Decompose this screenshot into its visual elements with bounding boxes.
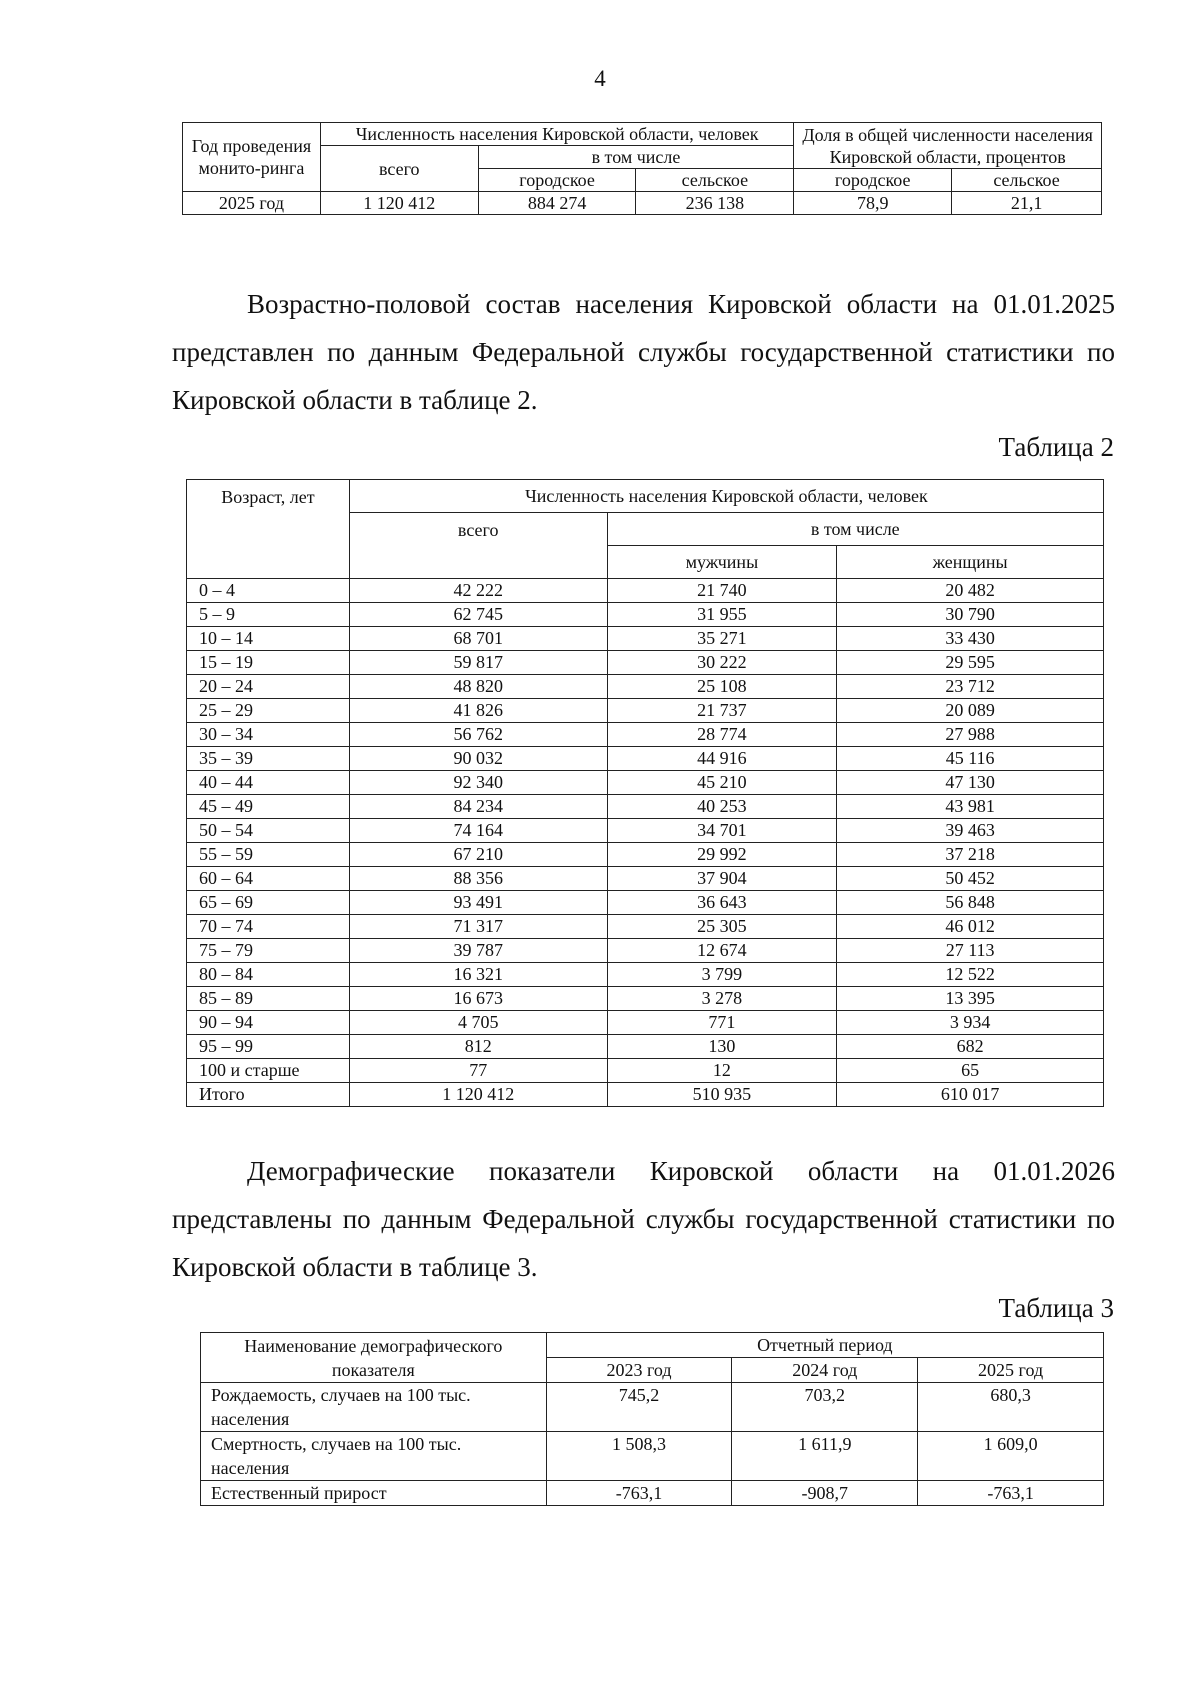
cell-share-urban: 78,9 [794,192,952,215]
cell-total: 93 491 [349,891,607,915]
table-row [187,963,1104,987]
cell-women: 3 934 [837,1011,1104,1035]
cell-age: 70 – 74 [187,915,350,939]
cell-women: 50 452 [837,867,1104,891]
cell-2025: 1 609,0 [918,1432,1104,1481]
table-row [187,603,1104,627]
table-row [187,723,1104,747]
cell-2023: -763,1 [546,1481,732,1506]
table-row [187,795,1104,819]
cell-women: 682 [837,1035,1104,1059]
header-2025: 2025 год [918,1358,1104,1383]
demographic-indicators-body [201,1383,1104,1506]
cell-men: 130 [607,1035,837,1059]
header-population: Численность населения Кировской области, человек [320,123,793,146]
cell-age: 25 – 29 [187,699,350,723]
table-row [187,819,1104,843]
cell-indicator-name: Смертность, случаев на 100 тыс. населения [201,1432,547,1481]
paragraph-age-sex: Возрастно-половой состав населения Кировской области на 01.01.2025 представлен по данным Федеральной службы государственной статистики по Кировской области в таблице 2. [172,289,1115,415]
table-row [187,651,1104,675]
cell-women: 20 482 [837,579,1104,603]
cell-men: 35 271 [607,627,837,651]
cell-men: 45 210 [607,771,837,795]
cell-age: 5 – 9 [187,603,350,627]
population-summary-table [182,122,1102,215]
age-sex-table-body [187,579,1104,1107]
cell-total: 16 321 [349,963,607,987]
cell-total: 42 222 [349,579,607,603]
cell-age: Итого [187,1083,350,1107]
table-row [187,915,1104,939]
cell-women: 43 981 [837,795,1104,819]
cell-total: 88 356 [349,867,607,891]
table3-caption: Таблица 3 [998,1293,1114,1323]
cell-2025: 680,3 [918,1383,1104,1432]
cell-2024: 703,2 [732,1383,918,1432]
cell-total: 48 820 [349,675,607,699]
cell-year: 2025 год [183,192,321,215]
cell-total: 77 [349,1059,607,1083]
cell-total: 92 340 [349,771,607,795]
cell-men: 3 799 [607,963,837,987]
cell-women: 46 012 [837,915,1104,939]
cell-men: 3 278 [607,987,837,1011]
cell-age: 85 – 89 [187,987,350,1011]
cell-total: 1 120 412 [349,1083,607,1107]
table-row [187,627,1104,651]
table-row [183,192,1102,215]
cell-women: 610 017 [837,1083,1104,1107]
header-men: мужчины [607,546,837,579]
cell-men: 37 904 [607,867,837,891]
cell-men: 25 108 [607,675,837,699]
cell-total: 39 787 [349,939,607,963]
header-total: всего [320,146,478,192]
cell-women: 27 988 [837,723,1104,747]
table-row [187,579,1104,603]
cell-total: 59 817 [349,651,607,675]
table-row [201,1481,1104,1506]
cell-age: 0 – 4 [187,579,350,603]
cell-total: 62 745 [349,603,607,627]
cell-indicator-name: Рождаемость, случаев на 100 тыс. населения [201,1383,547,1432]
cell-2023: 745,2 [546,1383,732,1432]
cell-age: 65 – 69 [187,891,350,915]
cell-women: 30 790 [837,603,1104,627]
cell-age: 90 – 94 [187,1011,350,1035]
table-row [201,1432,1104,1481]
cell-age: 55 – 59 [187,843,350,867]
header-total: всего [349,513,607,579]
table-row [187,843,1104,867]
table-row [187,675,1104,699]
cell-women: 65 [837,1059,1104,1083]
cell-2024: 1 611,9 [732,1432,918,1481]
cell-women: 33 430 [837,627,1104,651]
header-rural: сельское [636,169,794,192]
cell-men: 31 955 [607,603,837,627]
cell-women: 23 712 [837,675,1104,699]
cell-women: 39 463 [837,819,1104,843]
paragraph-demographics: Демографические показатели Кировской области на 01.01.2026 представлены по данным Федеральной службы государственной статистики по Кировской области в таблице 3. [172,1156,1115,1282]
cell-men: 510 935 [607,1083,837,1107]
cell-men: 21 737 [607,699,837,723]
cell-age: 45 – 49 [187,795,350,819]
table-row [187,1059,1104,1083]
cell-age: 50 – 54 [187,819,350,843]
cell-women: 20 089 [837,699,1104,723]
cell-men: 40 253 [607,795,837,819]
cell-age: 35 – 39 [187,747,350,771]
cell-rural: 236 138 [636,192,794,215]
cell-women: 56 848 [837,891,1104,915]
cell-total: 4 705 [349,1011,607,1035]
table-row [201,1383,1104,1432]
cell-share-rural: 21,1 [952,192,1102,215]
cell-total: 68 701 [349,627,607,651]
cell-men: 771 [607,1011,837,1035]
header-share-urban: городское [794,169,952,192]
header-including: в том числе [478,146,794,169]
table-row [187,987,1104,1011]
cell-women: 13 395 [837,987,1104,1011]
header-including: в том числе [607,513,1103,546]
cell-total: 84 234 [349,795,607,819]
cell-2023: 1 508,3 [546,1432,732,1481]
table2-caption: Таблица 2 [998,432,1114,462]
cell-women: 29 595 [837,651,1104,675]
header-2024: 2024 год [732,1358,918,1383]
header-population: Численность населения Кировской области, человек [349,480,1103,513]
header-2023: 2023 год [546,1358,732,1383]
cell-age: 95 – 99 [187,1035,350,1059]
demographic-indicators-table [200,1332,1104,1506]
cell-total: 71 317 [349,915,607,939]
cell-age: 30 – 34 [187,723,350,747]
cell-total: 16 673 [349,987,607,1011]
age-sex-table [186,479,1104,1107]
header-share-rural: сельское [952,169,1102,192]
cell-men: 21 740 [607,579,837,603]
cell-indicator-name: Естественный прирост [201,1481,547,1506]
cell-total: 56 762 [349,723,607,747]
cell-age: 15 – 19 [187,651,350,675]
table-row [187,867,1104,891]
cell-total: 90 032 [349,747,607,771]
table-row [187,771,1104,795]
header-age: Возраст, лет [187,480,350,579]
cell-2025: -763,1 [918,1481,1104,1506]
cell-age: 10 – 14 [187,627,350,651]
cell-men: 34 701 [607,819,837,843]
cell-men: 12 674 [607,939,837,963]
page-number: 4 [594,66,606,91]
table-row [187,891,1104,915]
cell-men: 28 774 [607,723,837,747]
table-row [187,939,1104,963]
cell-men: 30 222 [607,651,837,675]
cell-men: 36 643 [607,891,837,915]
cell-men: 12 [607,1059,837,1083]
header-period: Отчетный период [546,1333,1103,1358]
cell-age: 80 – 84 [187,963,350,987]
table-row [187,1083,1104,1107]
cell-total: 1 120 412 [320,192,478,215]
header-urban: городское [478,169,636,192]
cell-age: 40 – 44 [187,771,350,795]
header-year: Год проведения монито-ринга [183,123,321,192]
table-row [187,747,1104,771]
cell-age: 100 и старше [187,1059,350,1083]
header-share: Доля в общей численности населения Кировской области, процентов [794,123,1102,169]
cell-2024: -908,7 [732,1481,918,1506]
table-row [187,1011,1104,1035]
cell-women: 47 130 [837,771,1104,795]
cell-age: 60 – 64 [187,867,350,891]
table-row [187,699,1104,723]
cell-total: 812 [349,1035,607,1059]
table-row [187,1035,1104,1059]
header-women: женщины [837,546,1104,579]
cell-women: 37 218 [837,843,1104,867]
cell-urban: 884 274 [478,192,636,215]
cell-men: 29 992 [607,843,837,867]
cell-total: 67 210 [349,843,607,867]
cell-women: 12 522 [837,963,1104,987]
header-indicator-name: Наименование демографического показателя [201,1333,547,1383]
cell-women: 45 116 [837,747,1104,771]
cell-men: 25 305 [607,915,837,939]
cell-age: 75 – 79 [187,939,350,963]
cell-age: 20 – 24 [187,675,350,699]
cell-total: 41 826 [349,699,607,723]
cell-total: 74 164 [349,819,607,843]
cell-women: 27 113 [837,939,1104,963]
cell-men: 44 916 [607,747,837,771]
